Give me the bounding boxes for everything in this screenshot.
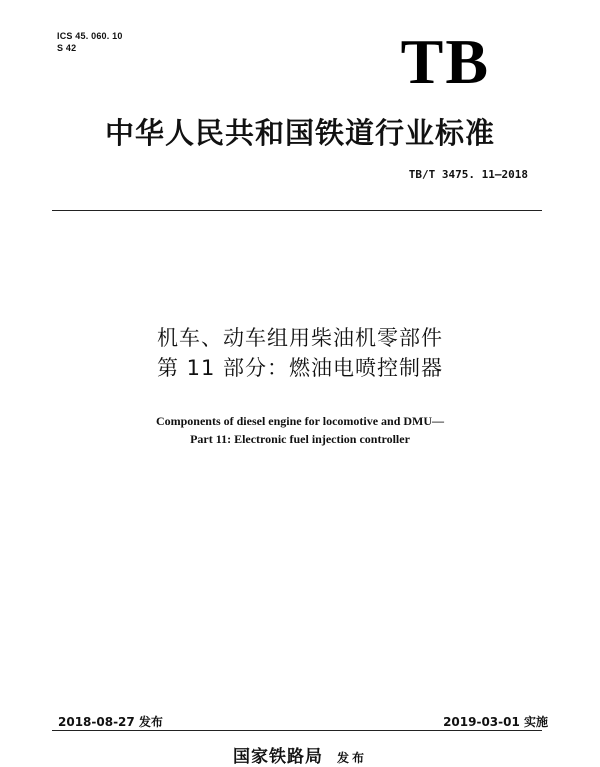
header-divider [52,210,542,211]
implementation-date: 2019-03-01 实施 [443,715,548,729]
ccs-code: S 42 [57,43,77,53]
tb-logo: TB [400,26,490,97]
english-title-line-2: Part 11: Electronic fuel injection controller [190,432,410,446]
chinese-title-line-1: 机车、动车组用柴油机零部件 [157,326,443,350]
english-title-line-1: Components of diesel engine for locomotive and DMU— [155,414,445,428]
issue-date: 2018-08-27 发布 [58,715,163,729]
footer-divider [52,730,542,731]
chinese-title-line-2: 第 11 部分：燃油电喷控制器 [156,356,444,380]
standard-category-title: 中华人民共和国铁道行业标准 [104,116,495,150]
publisher-name: 国家铁路局 [232,747,323,767]
publisher-line [0,742,600,767]
ics-code: ICS 45. 060. 10 [57,31,123,41]
publish-action: 发布 [336,751,367,765]
standard-number: TB/T 3475. 11—2018 [408,168,528,181]
